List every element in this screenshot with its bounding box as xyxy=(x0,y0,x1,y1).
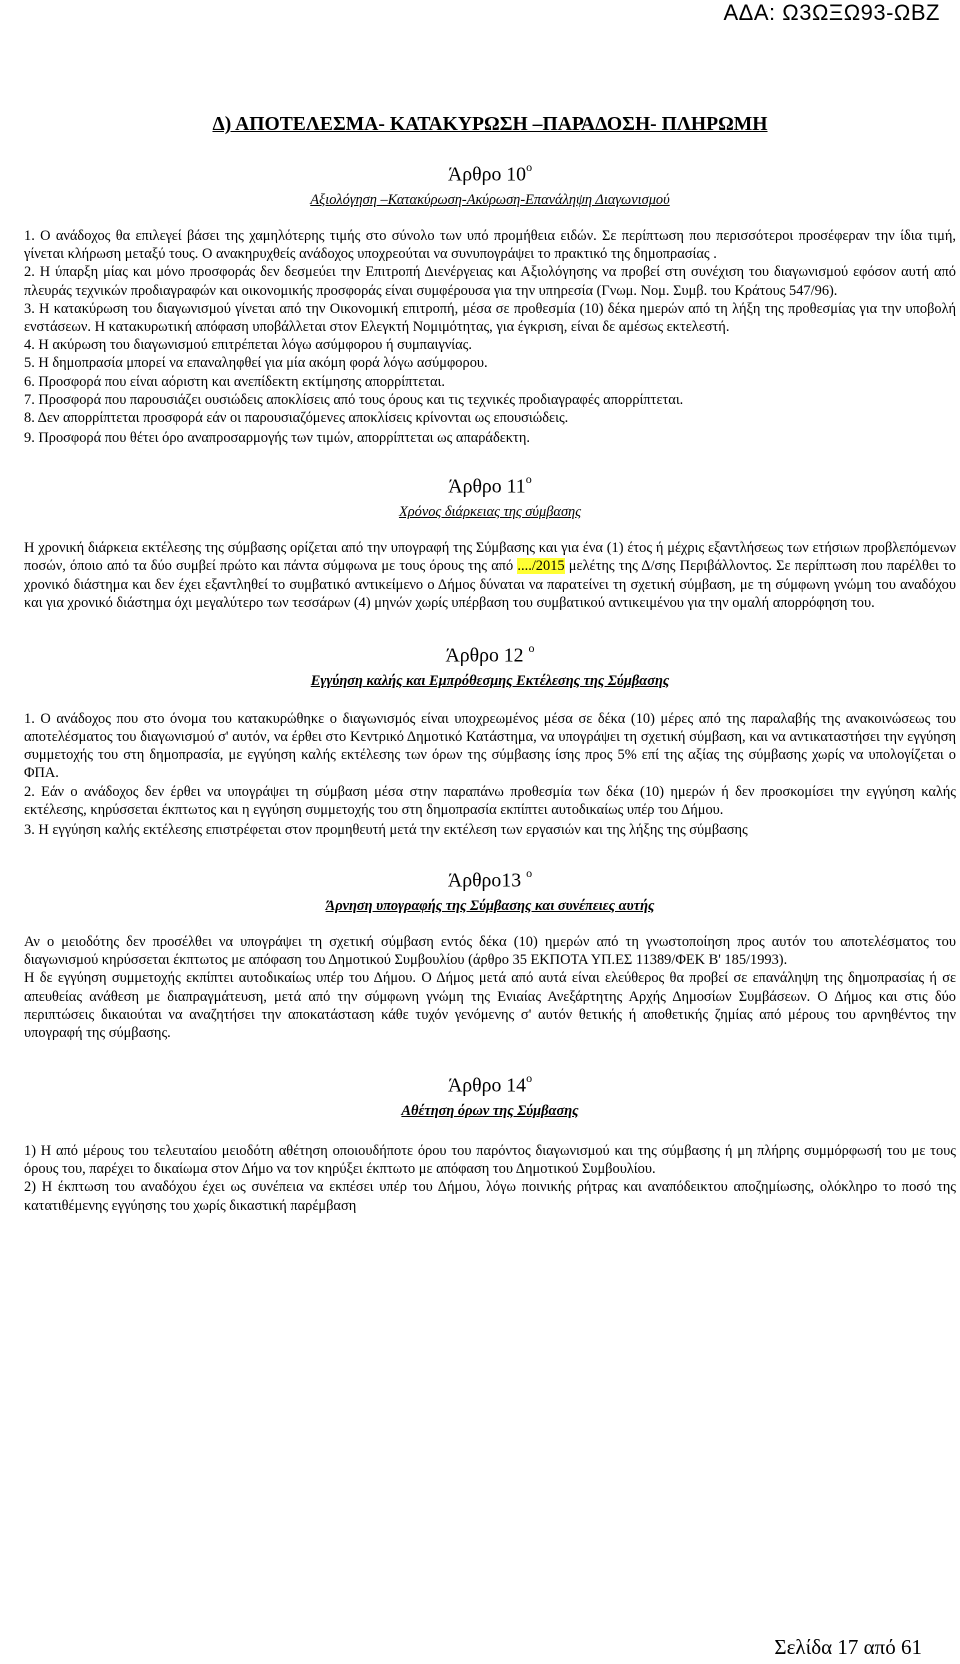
article-title: Άρθρο $11^o$ xyxy=(448,472,532,499)
paragraph: 8. Δεν απορρίπτεται προσφορά εάν οι παρουσιαζόμενες αποκλίσεις κρίνονται ως επουσιώδεις. xyxy=(24,410,569,427)
article-title: Άρθρο 12 $^o$ xyxy=(445,641,535,667)
paragraph: 1. Ο ανάδοχος που στο όνομα του κατακυρώθηκε ο διαγωνισμός είναι υποχρεωμένος μέσα σε δέκα (10) μέρες από της παραλαβής της ανακοινώσεως του αποτελέσματος του διαγωνισμού σ' αυτόν, να έρθει στο Κεντρικό Δημοτικό Κατάστημα, να υπογράψει τη σχετική σύμβαση, και να αντικαταστήσει την εγγύηση συμμετοχής του στη δημοπρασία, με εγγύηση καλής εκτέλεσης των όρων της σύμβασης ίσης προς 5% επί της αξίας της σύμβασης χωρίς να υπολογίζεται ο ΦΠΑ. xyxy=(24,710,956,782)
highlighted-date: ..../2015 xyxy=(517,558,565,575)
article-12 xyxy=(24,638,956,839)
paragraph: 7. Προσφορά που παρουσιάζει ουσιώδεις αποκλίσεις από τους όρους και τις τεχνικές προδιαγραφές απορρίπτεται. xyxy=(24,391,684,408)
paragraph: 3. Η εγγύηση καλής εκτέλεσης επιστρέφεται στον προμηθευτή μετά την εκτέλεση των εργασιών και της λήξης της σύμβασης xyxy=(24,822,748,839)
document-body xyxy=(24,116,956,1215)
paragraph: 3. Η κατακύρωση του διαγωνισμού γίνεται από την Οικονομική επιτροπή, μέσα σε προθεσμία (10) δέκα ημερών από τη λήξη της προθεσμίας για την υποβολή ενστάσεων. Η κατακυρωτική απόφαση υποβάλλεται στον Ελεγκτή Νομιμότητας, για έγκριση, είναι δε αμέσως εκτελεστή. xyxy=(24,300,956,336)
article-title: Άρθρο $14^o$ xyxy=(447,1071,533,1097)
page-number: Σελίδα 17 από 61 xyxy=(774,1635,922,1659)
article-subtitle: Χρόνος διάρκειας της σύμβασης xyxy=(398,504,582,521)
article-subtitle: Αξιολόγηση –Κατακύρωση-Ακύρωση-Επανάληψη Διαγωνισμού xyxy=(310,191,670,208)
article-subtitle: Άρνηση υπογραφής της Σύμβασης και συνέπειες αυτής xyxy=(325,897,655,914)
section-title: Δ) ΑΠΟΤΕΛΕΣΜΑ- ΚΑΤΑΚΥΡΩΣΗ –ΠΑΡΑΔΟΣΗ- ΠΛΗΡΩΜΗ xyxy=(212,114,768,135)
article-subtitle: Εγγύηση καλής και Εμπρόθεσμης Εκτέλεσης της Σύμβασης xyxy=(310,672,670,689)
paragraph: 2. Η ύπαρξη μίας και μόνο προσφοράς δεν δεσμεύει την Επιτροπή Διενέργειας και Αξιολόγησης να προβεί στη συνέχιση του διαγωνισμού εφόσον αυτή από πλευράς τεχνικών προδιαγραφών και οικονομικής προσφοράς είναι συμφέρουσα για την υπηρεσία (Γνωμ. Νομ. Συμβ. του Κράτους 547/96). xyxy=(24,264,956,299)
paragraph: 5. Η δημοπρασία μπορεί να επαναληφθεί για μία ακόμη φορά λόγω ασύμφορου. xyxy=(24,355,488,372)
paragraph: 1) Η από μέρους του τελευταίου μειοδότη αθέτηση οποιουδήποτε όρου του παρόντος διαγωνισμού και της σύμβασης ή μη πλήρης συμμόρφωσή του με τους όρους του, παρέχει το δικαίωμα στον Δήμο να τον κηρύξει έκπτωτο με απόφαση του Δημοτικού Συμβουλίου. xyxy=(24,1143,956,1178)
paragraph: 1. Ο ανάδοχος θα επιλεγεί βάσει της χαμηλότερης τιμής στο σύνολο των υπό προμήθεια ειδών. Σε περίπτωση που περισσότεροι προσέφεραν την ίδια τιμή, γίνεται κλήρωση μεταξύ τους. Ο ανακηρυχθείς ανάδοχος υποχρεούται να συνυπογράψει το πρακτικό της δημοπρασίας . xyxy=(24,228,956,263)
article-10 xyxy=(24,157,956,447)
ada-code: ΑΔΑ: Ω3ΩΞΩ93-ΩΒΖ xyxy=(723,0,940,25)
paragraph: 6. Προσφορά που είναι αόριστη και ανεπίδεκτη εκτίμησης απορρίπτεται. xyxy=(24,373,446,390)
article-title: Άρθρο13 $^o$ xyxy=(447,866,533,892)
paragraph: Αν ο μειοδότης δεν προσέλθει να υπογράψει τη σχετική σύμβαση εντός δέκα (10) ημερών από τη γνωστοποίηση προς αυτόν του αποτελέσματος του διαγωνισμού κηρύσσεται έκπτωτος με απόφαση του Δημοτικού Συμβουλίου (άρθρο 35 ΕΚΠΟΤΑ ΥΠ.ΕΣ 11389/ΦΕΚ Β' 185/1993). xyxy=(24,934,956,969)
article-13 xyxy=(24,863,956,1042)
paragraph: Η δε εγγύηση συμμετοχής εκπίπτει αυτοδικαίως υπέρ του Δήμου. Ο Δήμος μετά από αυτά είναι ελεύθερος θα προβεί σε επανάληψη της δημοπρασίας ή σε απευθείας ανάθεση με διαπραγμάτευση, μετά από την σύμφωνη γνώμη της Ενιαίας Ανεξάρτητης Αρχής Δημοσίων Συμβάσεων. Ο Δήμος και στις δύο περιπτώσεις δικαιούται να αναζητήσει την αποκατάσταση κάθε τυχόν γενόμενης σ' αυτόν θετικής ή αποθετικής ζημίας από μέρους του αρνηθέντος την υπογραφή της σύμβασης. xyxy=(24,970,956,1042)
paragraph: Η χρονική διάρκεια εκτέλεσης της σύμβασης ορίζεται από την υπογραφή της Σύμβασης και για ένα (1) έτος ή μέχρις εξαντλήσεως των ετήσιων προβλεπόμενων ποσών, όποιο από τα δύο συμβεί πρώτο και πάντα σύμφωνα με τους όρους της από ..../2015 μελέτης της Δ/σης Περιβάλλοντος. Σε περίπτωση που παρέλθει το χρονικό διάστημα και δεν έχει εξαντληθεί το συμβατικό αντικείμενο ο Δήμος δύναται να παρατείνει τη σχετική σύμβαση, με τη σύμφωνη γνώμη του αναδόχου και για χρονικό διάστημα όχι μεγαλύτερο των τεσσάρων (4) μηνών χωρίς υπέρβαση του συμβατικού αντικειμένου για την ομαλή απορρόφηση του. xyxy=(24,540,956,611)
paragraph: 2) Η έκπτωση του αναδόχου έχει ως συνέπεια να εκπέσει υπέρ του Δήμου, λόγω ποινικής ρήτρας και αναπόδεικτου αποζημίωσης, ολόκληρο το ποσό της κατατιθέμενης εγγύησης του χωρίς δικαστική παρέμβαση xyxy=(24,1179,956,1214)
paragraph: 2. Εάν ο ανάδοχος δεν έρθει να υπογράψει τη σύμβαση μέσα στην παραπάνω προθεσμία των δέκα (10) ημερών ή δεν προσκομίσει την εγγύηση καλής εκτέλεσης, κηρύσσεται έκπτωτος και η εγγύηση συμμετοχής του στη δημοπρασία εκπίπτει αυτοδικαίως υπέρ του Δήμου. xyxy=(24,783,956,818)
article-14 xyxy=(24,1068,956,1215)
paragraph: 9. Προσφορά που θέτει όρο αναπροσαρμογής των τιμών, απορρίπτεται ως απαράδεκτη. xyxy=(24,430,530,447)
article-subtitle: Αθέτηση όρων της Σύμβασης xyxy=(401,1102,579,1119)
paragraph: 4. Η ακύρωση του διαγωνισμού επιτρέπεται λόγω ασύμφορου ή συμπαιγνίας. xyxy=(24,337,472,354)
article-11 xyxy=(24,469,956,612)
article-title: Άρθρο $10^o$ xyxy=(447,160,533,186)
